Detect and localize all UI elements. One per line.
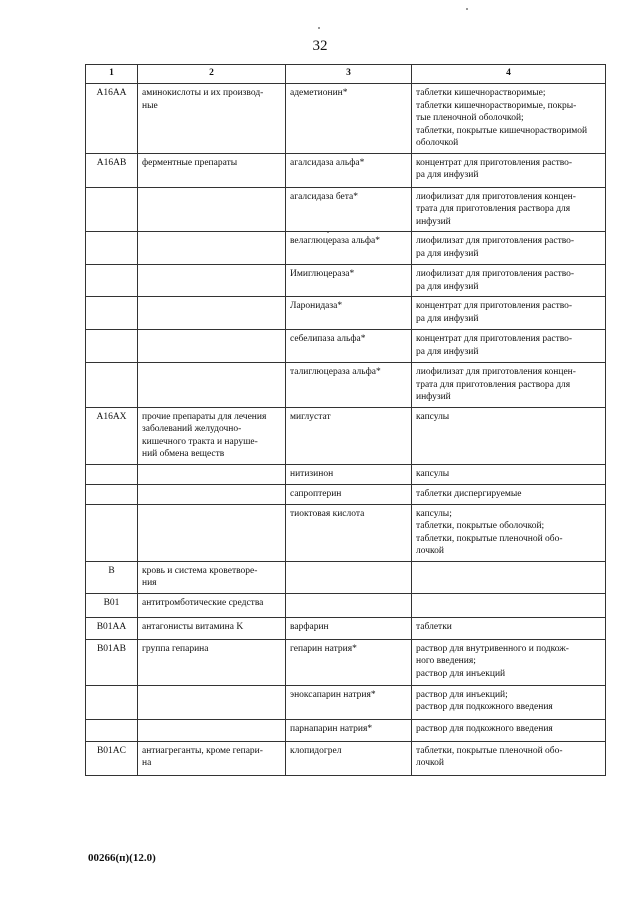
table-row xyxy=(86,484,606,504)
group-cell xyxy=(138,719,286,741)
dosage-forms-cell xyxy=(412,330,606,363)
cell-line: талиглюцераза альфа* xyxy=(290,367,381,377)
dosage-forms-cell xyxy=(412,265,606,297)
drug-name-cell xyxy=(286,741,412,775)
atc-code-cell: B xyxy=(86,561,138,593)
dosage-forms-cell xyxy=(412,685,606,719)
dosage-forms-cell xyxy=(412,363,606,408)
drug-name-cell xyxy=(286,232,412,265)
atc-code-cell: A16AB xyxy=(86,153,138,187)
cell-line: раствор для инъекций; xyxy=(416,689,508,700)
atc-code-cell xyxy=(86,464,138,484)
drug-name-cell xyxy=(286,719,412,741)
cell-line: раствор для подкожного введения xyxy=(416,702,553,712)
group-cell xyxy=(138,297,286,330)
cell-line: лиофилизат для приготовления раство- xyxy=(416,269,575,279)
group-cell xyxy=(138,84,286,154)
group-cell xyxy=(138,685,286,719)
dosage-forms-cell xyxy=(412,407,606,464)
cell-line: антиагреганты, кроме гепари- xyxy=(142,745,263,756)
cell-line: концентрат для приготовления раство- xyxy=(416,301,573,311)
cell-line: ний обмена веществ xyxy=(142,449,225,459)
cell-line: велаглюцераза альфа* xyxy=(290,236,380,246)
atc-code-cell xyxy=(86,330,138,363)
cell-line: кишечного тракта и наруше- xyxy=(142,436,258,447)
table-row xyxy=(86,407,606,464)
cell-line: лиофилизат для приготовления концен- xyxy=(416,191,576,202)
cell-line: капсулы; xyxy=(416,508,452,519)
cell-line: раствор для подкожного введения xyxy=(416,723,553,734)
cell-line: ферментные препараты xyxy=(142,157,238,168)
dosage-forms-cell xyxy=(412,464,606,484)
cell-line: раствор для инъекций xyxy=(416,668,506,679)
table-row xyxy=(86,84,606,154)
drug-name-cell xyxy=(286,639,412,685)
atc-code-cell: B01AB xyxy=(86,639,138,685)
drug-name-cell xyxy=(286,617,412,639)
atc-code-cell xyxy=(86,232,138,265)
cell-line: группа гепарина xyxy=(142,643,209,654)
cell-line: агалсидаза бета* xyxy=(290,191,359,202)
drug-name-cell xyxy=(286,484,412,504)
table-row xyxy=(86,639,606,685)
cell-line: антитромботические средства xyxy=(142,597,264,608)
group-cell xyxy=(138,232,286,265)
cell-line: концентрат для приготовления раство- xyxy=(416,157,573,168)
cell-line: парнапарин натрия* xyxy=(290,723,373,734)
cell-line: на xyxy=(142,758,152,768)
drug-name-cell xyxy=(286,265,412,297)
cell-line: ра для инфузий xyxy=(416,248,479,259)
cell-line: клопидогрел xyxy=(290,745,342,756)
group-cell xyxy=(138,407,286,464)
dosage-forms-cell xyxy=(412,504,606,561)
group-cell xyxy=(138,561,286,593)
dosage-forms-cell xyxy=(412,297,606,330)
cell-line: гепарин натрия* xyxy=(290,643,357,654)
group-cell xyxy=(138,330,286,363)
dosage-forms-cell xyxy=(412,719,606,741)
cell-line: лочкой xyxy=(416,546,444,556)
table-row xyxy=(86,297,606,330)
atc-code-cell xyxy=(86,363,138,408)
drug-name-cell xyxy=(286,407,412,464)
atc-code-cell: A16AA xyxy=(86,84,138,154)
dosage-forms-cell xyxy=(412,741,606,775)
cell-line: адеметионин* xyxy=(290,88,348,98)
atc-code-cell xyxy=(86,187,138,232)
cell-line: прочие препараты для лечения xyxy=(142,411,267,422)
cell-line: Имиглюцераза* xyxy=(290,269,355,279)
group-cell xyxy=(138,484,286,504)
cell-line: эноксапарин натрия* xyxy=(290,689,376,700)
drug-name-cell xyxy=(286,363,412,408)
cell-line: лиофилизат для приготовления раство- xyxy=(416,236,575,246)
dosage-forms-cell xyxy=(412,593,606,617)
group-cell xyxy=(138,741,286,775)
table-row xyxy=(86,685,606,719)
cell-line: ра для инфузий xyxy=(416,346,479,357)
dosage-forms-cell xyxy=(412,232,606,265)
group-cell xyxy=(138,363,286,408)
atc-code-cell xyxy=(86,265,138,297)
cell-line: сапроптерин xyxy=(290,488,342,499)
dosage-forms-cell xyxy=(412,639,606,685)
drug-name-cell xyxy=(286,297,412,330)
table-header-row xyxy=(86,65,606,84)
group-cell xyxy=(138,593,286,617)
cell-line: заболеваний желудочно- xyxy=(142,424,242,434)
cell-line: тиоктовая кислота xyxy=(290,508,365,519)
cell-line: тые пленочной оболочкой; xyxy=(416,113,524,123)
dosage-forms-cell xyxy=(412,84,606,154)
atc-code-cell: B01AC xyxy=(86,741,138,775)
column-header: 4 xyxy=(412,65,606,84)
page-number: 32 xyxy=(312,38,328,54)
cell-line: трата для приготовления раствора для xyxy=(416,204,571,214)
dosage-forms-cell xyxy=(412,561,606,593)
atc-code-cell xyxy=(86,719,138,741)
column-header: 1 xyxy=(86,65,138,84)
cell-line: таблетки, покрытые пленочной обо- xyxy=(416,745,563,756)
cell-line: лочкой xyxy=(416,758,444,768)
cell-line: Ларонидаза* xyxy=(290,301,343,311)
cell-line: таблетки xyxy=(416,621,452,632)
table-row xyxy=(86,363,606,408)
cell-line: ного введения; xyxy=(416,656,476,666)
drug-name-cell xyxy=(286,561,412,593)
table-row xyxy=(86,719,606,741)
table-row xyxy=(86,153,606,187)
cell-line: ные xyxy=(142,100,158,111)
drug-name-cell xyxy=(286,593,412,617)
atc-code-cell xyxy=(86,504,138,561)
table-row xyxy=(86,617,606,639)
cell-line: таблетки, покрытые пленочной обо- xyxy=(416,533,563,544)
table-row xyxy=(86,593,606,617)
cell-line: капсулы xyxy=(416,468,450,479)
atc-code-cell xyxy=(86,297,138,330)
group-cell xyxy=(138,504,286,561)
group-cell xyxy=(138,153,286,187)
drug-name-cell xyxy=(286,153,412,187)
cell-line: ра для инфузий xyxy=(416,170,479,180)
table-row xyxy=(86,330,606,363)
cell-line: аминокислоты и их производ- xyxy=(142,88,264,98)
atc-code-cell: B01AA xyxy=(86,617,138,639)
cell-line: капсулы xyxy=(416,411,450,422)
table-row xyxy=(86,504,606,561)
drug-name-cell xyxy=(286,187,412,232)
dosage-forms-cell xyxy=(412,153,606,187)
cell-line: нитизинон xyxy=(290,468,334,479)
cell-line: раствор для внутривенного и подкож- xyxy=(416,643,569,654)
table-row xyxy=(86,741,606,775)
scan-speck xyxy=(466,8,468,10)
atc-code-cell xyxy=(86,685,138,719)
cell-line: концентрат для приготовления раство- xyxy=(416,334,573,344)
atc-code-cell: B01 xyxy=(86,593,138,617)
cell-line: инфузий xyxy=(416,392,451,402)
cell-line: кровь и система кроветворе- xyxy=(142,565,258,576)
table-row xyxy=(86,265,606,297)
group-cell xyxy=(138,265,286,297)
cell-line: таблетки, покрытые оболочкой; xyxy=(416,521,545,531)
atc-code-cell: A16AX xyxy=(86,407,138,464)
dosage-forms-cell xyxy=(412,484,606,504)
cell-line: миглустат xyxy=(290,411,331,422)
cell-line: агалсидаза альфа* xyxy=(290,157,365,168)
group-cell xyxy=(138,617,286,639)
group-cell xyxy=(138,464,286,484)
table-row xyxy=(86,464,606,484)
drug-name-cell xyxy=(286,504,412,561)
drug-name-cell xyxy=(286,464,412,484)
atc-code-cell xyxy=(86,484,138,504)
group-cell xyxy=(138,187,286,232)
dosage-forms-cell xyxy=(412,187,606,232)
drug-name-cell xyxy=(286,330,412,363)
drug-table xyxy=(85,64,606,776)
cell-line: таблетки кишечнорастворимые; xyxy=(416,88,546,98)
cell-line: ния xyxy=(142,578,157,588)
cell-line: трата для приготовления раствора для xyxy=(416,379,571,390)
cell-line: инфузий xyxy=(416,216,451,227)
cell-line: себелипаза альфа* xyxy=(290,334,366,344)
cell-line: таблетки, покрытые кишечнорастворимой оболочкой xyxy=(416,125,588,148)
document-code: 00266(п)(12.0) xyxy=(88,852,156,864)
cell-line: ра для инфузий xyxy=(416,313,479,324)
group-cell xyxy=(138,639,286,685)
drug-table-body xyxy=(86,65,606,776)
cell-line: таблетки кишечнорастворимые, покры- xyxy=(416,100,577,111)
cell-line: варфарин xyxy=(290,621,329,632)
cell-line: ра для инфузий xyxy=(416,281,479,292)
table-row xyxy=(86,232,606,265)
dosage-forms-cell xyxy=(412,617,606,639)
table-row xyxy=(86,561,606,593)
drug-name-cell xyxy=(286,84,412,154)
drug-name-cell xyxy=(286,685,412,719)
column-header: 3 xyxy=(286,65,412,84)
scan-speck xyxy=(318,27,320,29)
cell-line: таблетки диспергируемые xyxy=(416,488,522,499)
table-row xyxy=(86,187,606,232)
column-header: 2 xyxy=(138,65,286,84)
cell-line: антагонисты витамина K xyxy=(142,621,244,632)
cell-line: лиофилизат для приготовления концен- xyxy=(416,367,576,377)
